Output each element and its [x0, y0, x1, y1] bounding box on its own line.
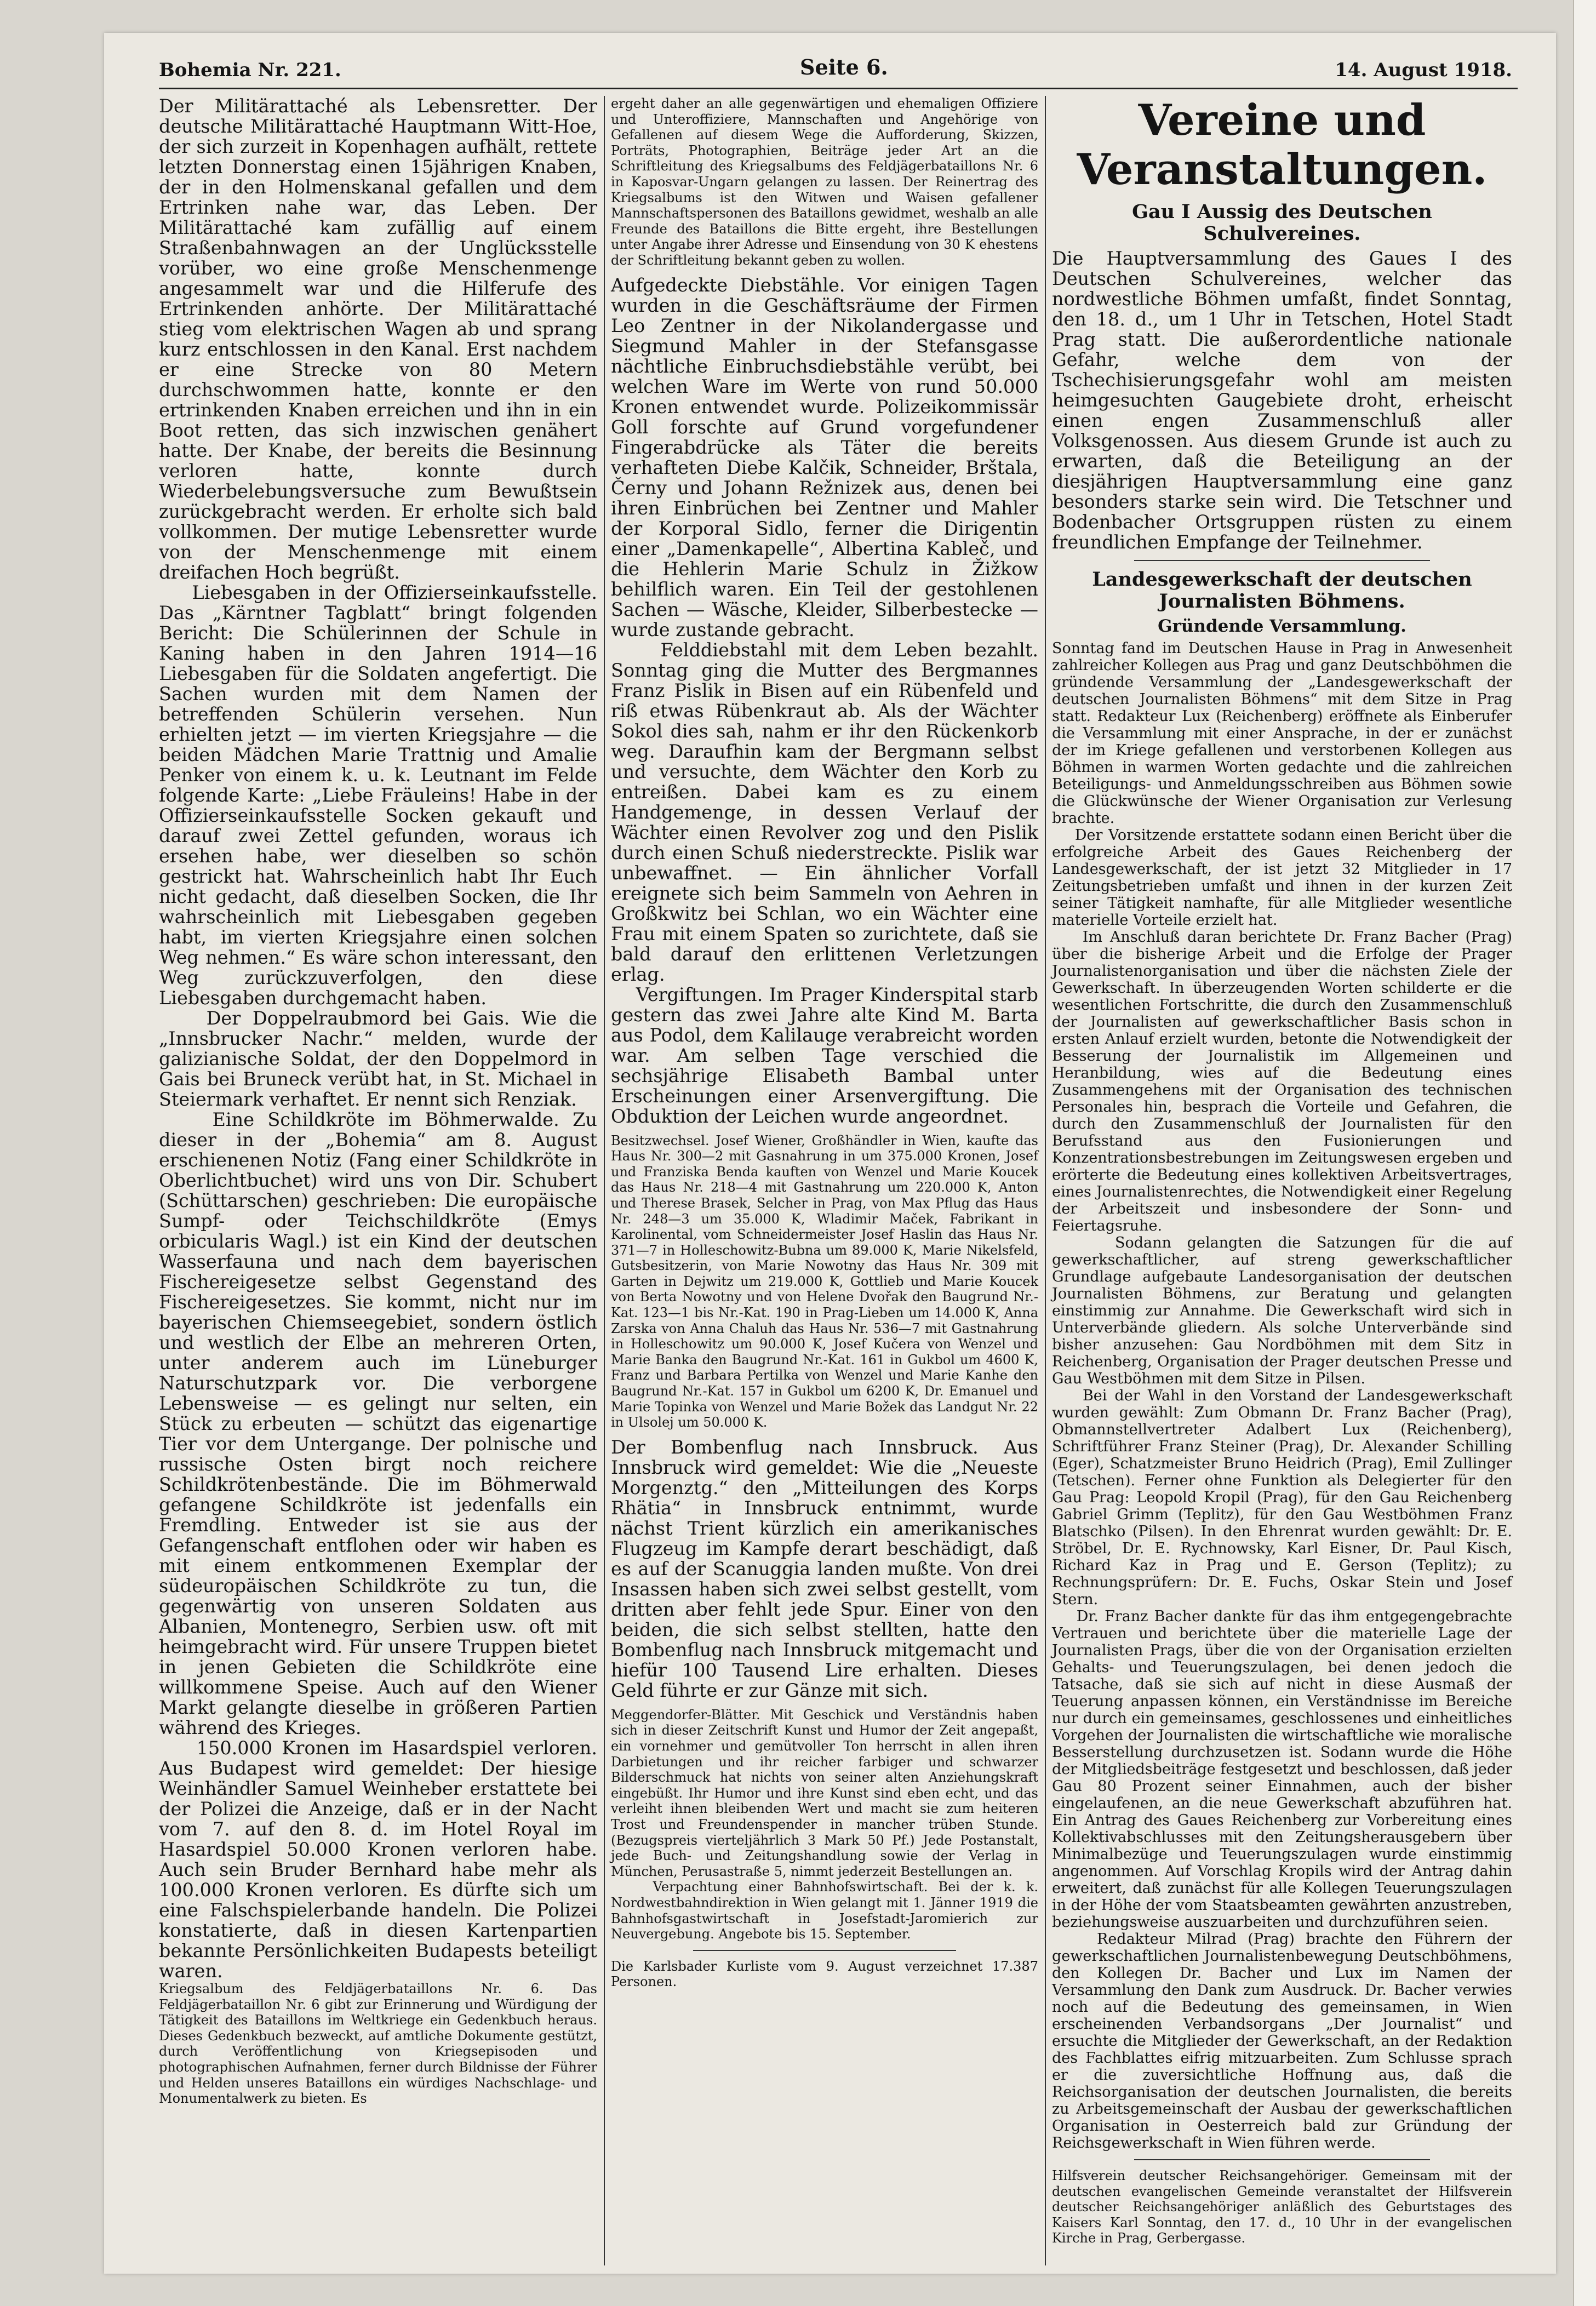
section-rule	[1134, 2159, 1430, 2160]
header-date: 14. August 1918.	[1335, 59, 1512, 81]
article-text: Aufgedeckte Diebstähle. Vor einigen Tagen wurden in die Geschäftsräume der Firmen Leo Zentner in der Nikolandergasse und Siegmund Mahler in der Stefansgasse nächtliche Einbruchsdiebstähle verübt, bei welchen Ware im Werte von rund 50.000 Kronen entwendet wurde. Polizeikommissär Goll forschte auf Grund vorgefundener Fingerabdrücke als Täter die bereits verhafteten Diebe Kalčik, Schneider, Brštala, Černy und Johann Režnizek aus, denen bei ihren Einbrüchen bei Zentner und Mahler der Korporal Sidlo, ferner die Dirigentin einer „Damenkapelle“, Albertina Kableč, und die Hehlerin Marie Schulz in Žižkow behilflich waren. Ein Teil der gestohlenen Sachen — Wäsche, Kleider, Silberbestecke — wurde zustande gebracht. Felddiebstahl mit dem Leben bezahlt. Sonntag ging die Mutter des Bergmannes Franz Pislik in Bisen auf ein Rübenfeld und riß etwas Rübenkraut ab. Als der Wächter Sokol dies sah, nahm er ihr den Rückenkorb weg. Daraufhin kam der Bergmann selbst und versuchte, dem Wächter den Korb zu entreißen. Dabei kam es zu einem Handgemenge, in dessen Verlauf der Wächter einen Revolver zog und den Pislik durch einen Schuß niederstreckte. Pislik war unbewaffnet. — Ein ähnlicher Vorfall ereignete sich beim Sammeln von Aehren in Großkwitz bei Schlan, wo ein Wächter eine Frau mit einem Spaten so zurichtete, daß sie bald darauf den erlittenen Verletzungen erlag. Vergiftungen. Im Prager Kinderspital starb gestern das zwei Jahre alte Kind M. Barta aus Podol, dem Kalilauge verabreicht worden war. Am selben Tage verschied die sechsjährige Elisabeth Bambal unter Erscheinungen einer Arsenvergiftung. Die Obduktion der Leichen wurde angeordnet.	[611, 274, 1038, 1127]
column-3	[1052, 95, 1518, 2265]
notice-text: ergeht daher an alle gegenwärtigen und ehemaligen Offiziere und Unteroffiziere, Mannschaften und Angehörige von Gefallenen auf diesem Wege die Aufforderung, Skizzen, Porträts, Photographien, Beiträge jeder Art an die Schriftleitung des Kriegsalbums des Feldjägerbataillons Nr. 6 in Kaposvar-Ungarn gelangen zu lassen. Der Reinertrag des Kriegsalbums ist den Witwen und Waisen gefallener Mannschaftspersonen des Bataillons gewidmet, weshalb an alle Freunde des Bataillons die Bitte ergeht, ihre Bestellungen unter Angabe ihrer Adresse und Einsendung von 30 K ehestens der Schriftleitung bekannt geben zu wollen.	[611, 96, 1043, 268]
column-divider	[604, 96, 605, 2265]
column-divider	[1045, 96, 1046, 2265]
section-subheading: Gründende Versammlung.	[1158, 616, 1406, 636]
property-transfers: Besitzwechsel. Josef Wiener, Großhändler in Wien, kaufte das Haus Nr. 300—2 mit Gasnahrung in um 375.000 Kronen, Josef und Franziska Benda kauften von Wenzel und Marie Koucek das Haus Nr. 218—4 mit Gastnahrung um 220.000 K, Anton und Therese Brasek, Selcher in Prag, von Max Pflug das Haus Nr. 248—3 um 35.000 K, Wladimir Maček, Fabrikant in Karolinental, vom Schneidermeister Josef Haslin das Haus Nr. 371—7 in Holleschowitz-Bubna um 89.000 K, Marie Nikelsfeld, Gutsbesitzerin, von Marie Nowotny das Haus Nr. 309 mit Garten in Dejwitz um 219.000 K, Gottlieb und Marie Koucek von Berta Nowotny und von Helene Dvořak den Baugrund Nr.-Kat. 123—1 bis Nr.-Kat. 190 in Prag-Lieben um 14.000 K, Anna Zarska von Anna Chaluh das Haus Nr. 536—7 mit Gastnahrung in Holleschowitz um 90.000 K, Josef Kučera von Wenzel und Marie Banka den Baugrund Nr.-Kat. 161 in Gukbol um 4600 K, Franz und Barbara Pertilka von Wenzel und Marie Kanhe den Baugrund Nr.-Kat. 157 in Gukbol um 6200 K, Dr. Emanuel und Marie Topinka von Wenzel und Marie Božek das Landgut Nr. 22 in Ulsolej um 50.000 K.	[611, 1132, 1043, 1430]
section-heading: Landesgewerkschaft der deutschen Journalisten Böhmens.	[1092, 568, 1472, 613]
notice-text: Hilfsverein deutscher Reichsangehöriger. Gemeinsam mit der deutschen evangelischen Gemeinde veranstaltet der Hilfsverein deutscher Reichsangehöriger anläßlich des Geburtstages des Kaisers Karl Sonntag, den 17. d., 10 Uhr in der evangelischen Kirche in Prag, Gerbergasse.	[1052, 2168, 1517, 2246]
section-masthead: Vereine und Veranstaltungen.	[1077, 95, 1488, 194]
article-text: Der Militärattaché als Lebensretter. Der deutsche Militärattaché Hauptmann Witt-Hoe, der sich zurzeit in Kopenhagen aufhält, rettete letzten Donnerstag einen 15jährigen Knaben, der in den Holmenskanal gefallen und dem Ertrinken nahe war, das Leben. Der Militärattaché kam zufällig auf einem Straßenbahnwagen an der Unglücksstelle vorüber, wo eine große Menschenmenge angesammelt war und die Hilferufe des Ertrinkenden anhörte. Der Militärattaché stieg vom elektrischen Wagen ab und sprang kurz entschlossen in den Kanal. Erst nachdem er eine Strecke von 80 Metern durchschwommen hatte, konnte er den ertrinkenden Knaben erreichen und ihn in ein Boot retten, das sich inzwischen genähert hatte. Der Knabe, der bereits die Besinnung verloren hatte, konnte durch Wiederbelebungsversuche zum Bewußtsein zurückgebracht werden. Er erholte sich bald vollkommen. Der mutige Lebensretter wurde von der Menschenmenge mit einem dreifachen Hoch begrüßt. Liebesgaben in der Offizierseinkaufsstelle. Das „Kärntner Tagblatt“ bringt folgenden Bericht: Die Schülerinnen der Schule in Kaning haben in den Jahren 1914—16 Liebesgaben für die Soldaten angefertigt. Die Sachen wurden mit dem Namen der betreffenden Schülerin versehen. Nun erhielten jetzt — im vierten Kriegsjahre — die beiden Mädchen Marie Trattnig und Amalie Penker von einem k. u. k. Leutnant im Felde folgende Karte: „Liebe Fräuleins! Habe in der Offizierseinkaufsstelle Socken gekauft und darauf zwei Zettel gefunden, woraus ich ersehen habe, wer dieselben so schön gestrickt hat. Wahrscheinlich habt Ihr Euch nicht gedacht, daß dieselben Socken, die Ihr wahrscheinlich mit Liebesgaben gegeben habt, im vierten Kriegsjahre einen solchen Weg nehmen.“ Es wäre schon interessant, den Weg zurückzuverfolgen, den diese Liebesgaben durchgemacht haben. Der Doppelraubmord bei Gais. Wie die „Innsbrucker Nachr.“ melden, wurde der galizianische Soldat, der den Doppelmord in Gais bei Bruneck verübt hat, in St. Michael in Steiermark verhaftet. Er nennt sich Renziak. Eine Schildkröte im Böhmerwalde. Zu dieser in der „Bohemia“ am 8. August erschienenen Notiz (Fang einer Schildkröte in Oberlichtbuchet) wird uns von Dir. Schubert (Schüttarschen) geschrieben: Die europäische Sumpf- oder Teichschildkröte (Emys orbicularis Wagl.) ist ein Kind der deutschen Wasserfauna und nach dem bayerischen Fischereigesetze selbst Gegenstand des Fischereigesetzes. Sie kommt, nicht nur im bayerischen Chiemseegebiet, sondern östlich und westlich der Elbe an mehreren Orten, unter anderem auch im Lüneburger Naturschutzpark vor. Die verborgene Lebensweise — es gelingt nur selten, ein Stück zu erbeuten — schützt das eigenartige Tier vor dem Untergange. Der polnische und russische Osten birgt noch reichere Schildkrötenbestände. Die im Böhmerwald gefangene Schildkröte ist jedenfalls ein Fremdling. Entweder ist sie aus der Gefangenschaft entflohen oder wir haben es mit einem entkommenen Exemplar der südeuropäischen Schildkröte zu tun, die gegenwärtig von unseren Soldaten aus Albanien, Montenegro, Serbien usw. oft mit heimgebracht wird. Für unsere Truppen bietet in jenen Gebieten die Schildkröte eine willkommene Speise. Auch auf den Wiener Markt gelangte dieselbe in größeren Partien während des Krieges. 150.000 Kronen im Hasardspiel verloren. Aus Budapest wird gemeldet: Der hiesige Weinhändler Samuel Weinheber erstattete bei der Polizei die Anzeige, daß er in der Nacht vom 7. auf den 8. d. im Hotel Royal im Hasardspiel 50.000 Kronen verloren habe. Auch sein Bruder Bernhard habe mehr als 100.000 Kronen verloren. Es dürfte sich um eine Falschspielerbande handeln. Die Polizei konstatierte, daß in diesen Kartenpartien bekannte Persönlichkeiten Budapests beteiligt waren.	[159, 95, 597, 1982]
column-1	[159, 95, 602, 2265]
page-header	[104, 55, 1556, 88]
header-rule	[159, 88, 1518, 89]
header-page-number: Seite 6.	[800, 55, 888, 79]
article-text: Die Hauptversammlung des Gaues I des Deutschen Schulvereines, welcher das nordwestliche Böhmen umfaßt, findet Sonntag, den 18. d., um 1 Uhr in Tetschen, Hotel Stadt Prag statt. Die außerordentliche nationale Gefahr, welche dem von der Tschechisierungsgefahr wohl am meisten heimgesuchten Gaugebiete droht, erheischt einen engen Zusammenschluß aller Volksgenossen. Aus diesem Grunde ist auch zu erwarten, daß die Beteiligung an der diesjährigen Hauptversammlung eine ganz besonders starke sein wird. Die Tetschner und Bodenbacher Ortsgruppen rüsten zu einem freundlichen Empfange der Teilnehmer.	[1052, 248, 1518, 553]
section-heading: Gau I Aussig des Deutschen Schulvereines.	[1132, 201, 1432, 245]
notice-text: Die Karlsbader Kurliste vom 9. August verzeichnet 17.387 Personen.	[611, 1958, 1043, 1990]
page-edge	[1573, 0, 1596, 2306]
notice-text: Meggendorfer-Blätter. Mit Geschick und Verständnis haben sich in dieser Zeitschrift Kunst und Humor der Zeit angepaßt, ein vornehmer und gemütvoller Ton herrscht in allen ihren Darbietungen und ihr reicher farbiger und schwarzer Bilderschmuck hat nichts von seiner alten Anziehungskraft eingebüßt. Ihr Humor und ihre Kunst sind eben echt, und das verleiht ihnen bleibenden Wert und macht sie zum heiteren Trost und Freundenspender in mancher trüben Stunde. (Bezugspreis vierteljährlich 3 Mark 50 Pf.) Jede Postanstalt, jede Buch- und Zeitungshandlung sowie der Verlag in München, Perusastraße 5, nimmt jederzeit Bestellungen an. Verpachtung einer Bahnhofswirtschaft. Bei der k. k. Nordwestbahndirektion in Wien gelangt mit 1. Jänner 1919 die Bahnhofsgastwirtschaft in Josefstadt-Jaromierich zur Neuvergebung. Angebote bis 15. September.	[611, 1707, 1039, 1942]
notice-text: Kriegsalbum des Feldjägerbataillons Nr. 6. Das Feldjägerbataillon Nr. 6 gibt zur Erinnerung und Würdigung der Tätigkeit des Bataillons im Weltkriege ein Gedenkbuch heraus. Dieses Gedenkbuch bezweckt, auf amtliche Dokumente gestützt, durch Veröffentlichung von Kriegsepisoden und photographischen Aufnahmen, ferner durch Bildnisse der Führer und Helden unseres Bataillons ein würdiges Nachschlage- und Monumentalwerk zu bieten. Es	[159, 1981, 602, 2107]
article-text: Sonntag fand im Deutschen Hause in Prag in Anwesenheit zahlreicher Kollegen aus Prag und ganz Deutschböhmen die gründende Versammlung der „Landesgewerkschaft der deutschen Journalisten Böhmens“ mit dem Sitze in Prag statt. Redakteur Lux (Reichenberg) eröffnete als Einberufer die Versammlung mit einer Ansprache, in der er zunächst der im Kriege gefallenen und verstorbenen Kollegen aus Böhmen in warmen Worten gedachte und die zahlreichen Beteiligungs- und Anmeldungsschreiben aus Böhmen sowie die Glückwünsche der Wiener Organisation zur Verlesung brachte. Der Vorsitzende erstattete sodann einen Bericht über die erfolgreiche Arbeit des Gaues Reichenberg der Landesgewerkschaft, der ist jetzt 32 Mitglieder in 17 Zeitungsbetrieben umfaßt und ihnen in der kurzen Zeit seiner Tätigkeit namhafte, für alle Mitglieder wesentliche materielle Vorteile erzielt hat. Im Anschluß daran berichtete Dr. Franz Bacher (Prag) über die bisherige Arbeit und die Erfolge der Prager Journalistenorganisation und über die nächsten Ziele der Gewerkschaft. In überzeugenden Worten schilderte er die wesentlichen Fortschritte, die durch den Zusammenschluß der Journalisten auf gewerkschaftlicher Basis schon in ersten Anlauf erzielt wurden, betonte die Notwendigkeit der Besserung der Journalistik im Allgemeinen und Heranbildung, wies auf die Bedeutung eines Zusammengehens mit der Organisation des technischen Personales hin, besprach die Vorteile und Gefahren, die durch den Zusammenschluß der Journalisten für den Berufsstand aus den Fusionierungen und Konzentrationsbestrebungen im Zeitungswesen ergeben und erörterte die Bedeutung eines kollektiven Arbeitsvertrages, eines Journalistenrechtes, die Notwendigkeit einer Regelung der Arbeitszeit und insbesondere der Sonn- und Feiertagsruhe. Sodann gelangten die Satzungen für die auf gewerkschaftlicher, auf streng gewerkschaftlicher Grundlage aufgebaute Landesorganisation der deutschen Journalisten Böhmens, zur Beratung und gelangten einstimmig zur Annahme. Die Gewerkschaft wird sich in Unterverbände gliedern. Als solche Unterverbände sind bisher anzusehen: Gau Nordböhmen mit dem Sitz in Reichenberg, Organisation der Prager deutschen Presse und Gau Westböhmen mit dem Sitze in Pilsen. Bei der Wahl in den Vorstand der Landesgewerkschaft wurden gewählt: Zum Obmann Dr. Franz Bacher (Prag), Obmannstellvertreter Adalbert Lux (Reichenberg), Schriftführer Franz Steiner (Prag), Dr. Alexander Schilling (Eger), Schatzmeister Bruno Heidrich (Prag), Emil Zullinger (Tetschen). Ferner ohne Funktion als Delegierter für den Gau Prag: Leopold Kropil (Prag), für den Gau Reichenberg Gabriel Grimm (Teplitz), für den Gau Westböhmen Franz Blatschko (Pilsen). In den Ehrenrat wurden gewählt: Dr. E. Ströbel, Dr. E. Rychnowsky, Karl Eisner, Dr. Paul Kisch, Richard Kaz in Prag und E. Gerson (Teplitz); zu Rechnungsprüfern: Dr. E. Fuchs, Oskar Stein und Josef Stern. Dr. Franz Bacher dankte für das ihm entgegengebrachte Vertrauen und berichtete über die materielle Lage der Journalisten Prags, über die von der Organisation erzielten Gehalts- und Teuerungszulagen, bei denen jedoch die Tatsache, daß sie sich auf nicht in diese Ausmaß der Teuerung anpassen können, ein Verständnisse im Bereiche nur durch ein gemeinsames, geschlossenes und einheitliches Vorgehen der Journalisten die wirtschaftliche wie moralische Besserstellung durchzusetzen ist. Sodann wurde die Höhe der Mitgliedsbeiträge festgesetzt und beschlossen, daß jeder Gau 80 Prozent seiner Einnahmen, auch der bisher eingelaufenen, an die neue Gewerkschaft abzuführen hat. Ein Antrag des Gaues Reichenberg zur Vorbereitung eines Kollektivabschlusses mit den Zeitungsherausgebern über Minimalbezüge und Teuerungszulagen wurde einstimmig angenommen. Auf Vorschlag Kropils wird der Antrag dahin erweitert, daß zunächst für alle Kollegen Teuerungszulagen in der Höhe der vom Staatsbeamten gewährten anzustreben, beziehungsweise auszuarbeiten und durchzuführen seien. Redakteur Milrad (Prag) brachte den Führern der gewerkschaftlichen Journalistenbewegung Deutschböhmens, den Kollegen Dr. Bacher und Lux im Namen der Versammlung den Dank zum Ausdruck. Dr. Bacher verwies noch auf die Bedeutung des gemeinsamen, in Wien erscheinenden Verbandsorgans „Der Journalist“ und ersuchte die Mitglieder der Gewerkschaft, an der Redaktion des Fachblattes eifrig mitzuarbeiten. Zum Schlusse sprach er die zuversichtliche Hoffnung aus, daß die Reichsorganisation der deutschen Journalisten, die bereits zu Arbeitsgemeinschaft der Ausbau der gewerkschaftlichen Organisation in Oesterreich bald zur Gründung der Reichsgewerkschaft in Wien führen werde.	[1052, 640, 1512, 2151]
header-issue: Bohemia Nr. 221.	[159, 59, 341, 81]
section-rule	[1134, 560, 1430, 561]
column-2	[611, 96, 1044, 2265]
section-rule	[693, 1950, 956, 1951]
newspaper-page	[104, 33, 1556, 2274]
article-text: Der Bombenflug nach Innsbruck. Aus Innsbruck wird gemeldet: Wie die „Neueste Morgenztg.“ den „Mitteilungen des Korps Rhätia“ in Innsbruck entnimmt, wurde nächst Trient kürzlich ein amerikanisches Flugzeug im Kampfe derart beschädigt, daß es auf der Scanuggia landen mußte. Von drei Insassen haben sich zwei selbst gestellt, vom dritten aber fehlt jede Spur. Einer von den beiden, die sich selbst stellten, hatte den Bombenflug nach Innsbruck mitgemacht und hiefür 100 Tausend Lire erhalten. Dieses Geld führte er zur Gänze mit sich.	[611, 1436, 1044, 1701]
